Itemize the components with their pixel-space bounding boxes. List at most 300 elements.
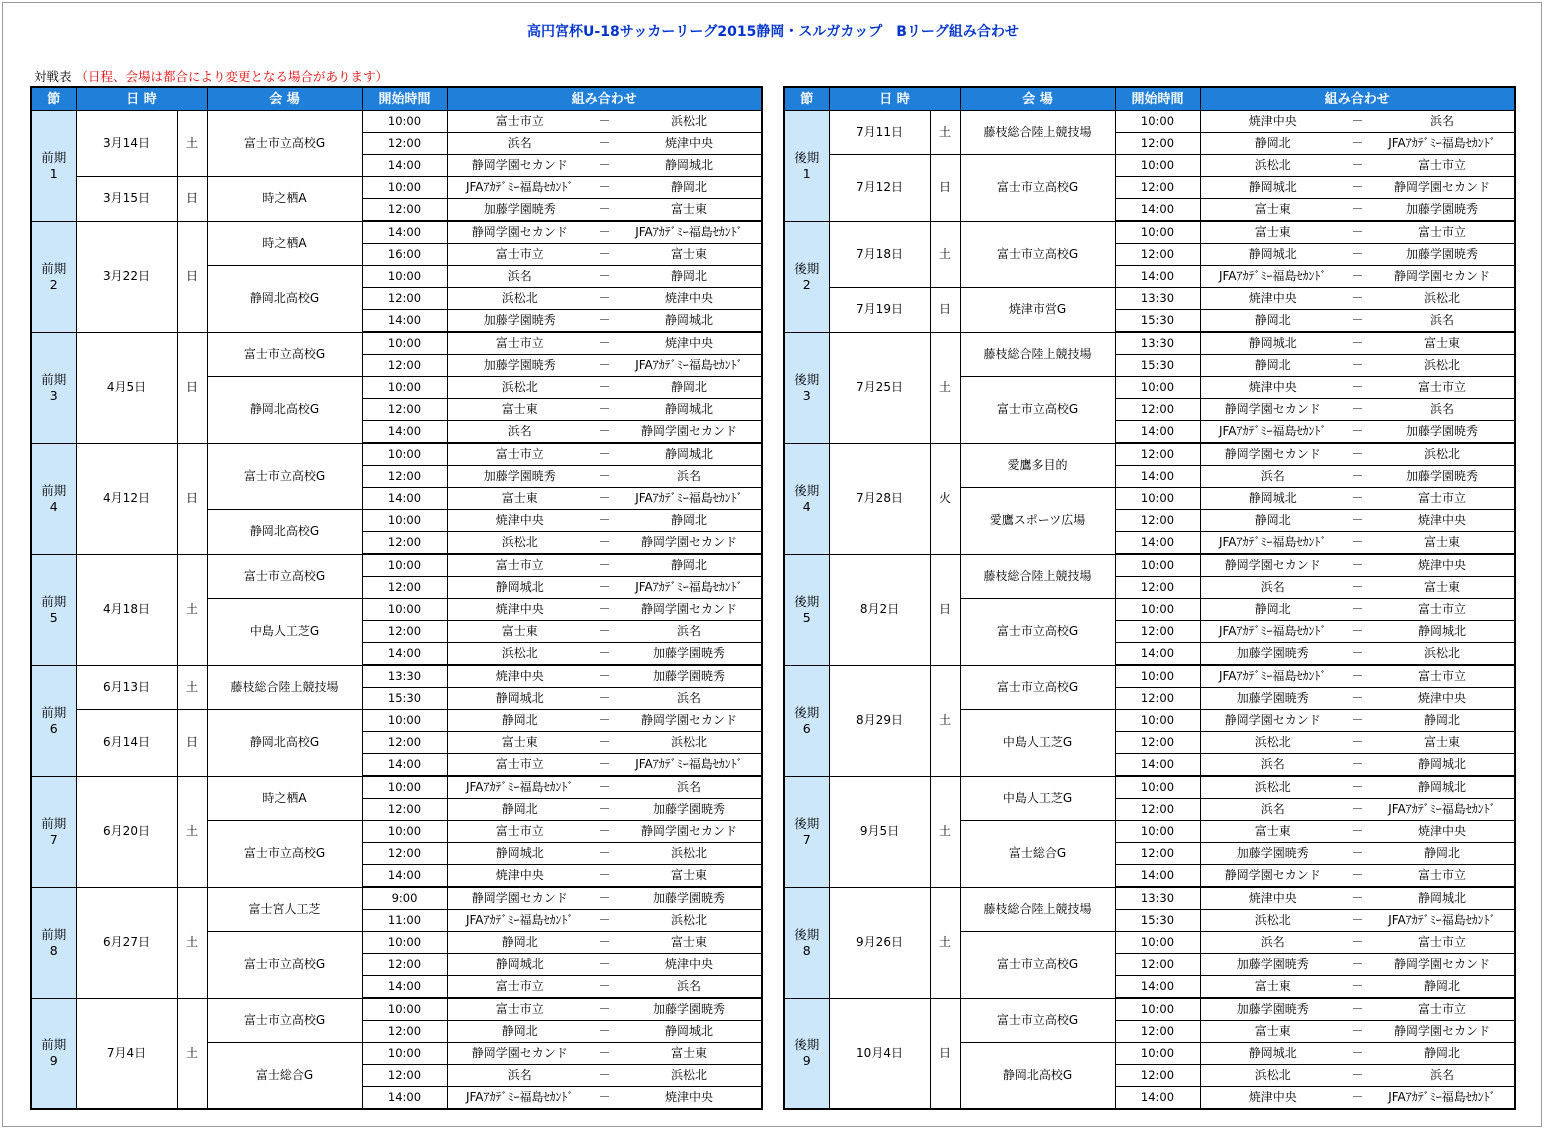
round-label: 前期 9 xyxy=(31,998,76,1109)
home-team: 富士東 xyxy=(447,732,592,754)
home-team: 富士市立 xyxy=(447,554,592,577)
versus-dash: － xyxy=(592,421,617,444)
home-team: 焼津中央 xyxy=(1200,377,1345,399)
home-team: 静岡北 xyxy=(447,932,592,954)
home-team: 静岡北 xyxy=(1200,310,1345,333)
match-row xyxy=(784,288,1515,310)
match-weekday: 日 xyxy=(177,443,207,554)
home-team: 静岡学園セカンド xyxy=(447,155,592,177)
match-venue: 富士市立高校G xyxy=(960,599,1115,666)
away-team: 焼津中央 xyxy=(617,332,762,355)
versus-dash: － xyxy=(1345,310,1370,333)
versus-dash: － xyxy=(1345,998,1370,1021)
kickoff-time: 12:00 xyxy=(1115,510,1200,532)
home-team: 焼津中央 xyxy=(447,865,592,888)
versus-dash: － xyxy=(592,554,617,577)
kickoff-time: 12:00 xyxy=(1115,399,1200,421)
match-weekday: 土 xyxy=(177,887,207,998)
versus-dash: － xyxy=(592,710,617,732)
kickoff-time: 14:00 xyxy=(362,310,447,333)
away-team: 静岡北 xyxy=(1370,710,1515,732)
schedule-table-first-half xyxy=(30,86,763,1110)
match-weekday: 土 xyxy=(177,554,207,665)
versus-dash: － xyxy=(1345,599,1370,621)
home-team: 浜名 xyxy=(1200,932,1345,954)
versus-dash: － xyxy=(1345,288,1370,310)
away-team: 静岡北 xyxy=(617,554,762,577)
page-title: 高円宮杯U-18サッカーリーグ2015静岡・スルガカップ Bリーグ組み合わせ xyxy=(527,24,1019,40)
match-row xyxy=(784,887,1515,910)
kickoff-time: 10:00 xyxy=(362,443,447,466)
kickoff-time: 12:00 xyxy=(362,732,447,754)
round-label: 前期 3 xyxy=(31,332,76,443)
away-team: 加藤学園暁秀 xyxy=(1370,466,1515,488)
versus-dash: － xyxy=(1345,399,1370,421)
match-date: 9月5日 xyxy=(829,776,930,887)
versus-dash: － xyxy=(592,843,617,865)
versus-dash: － xyxy=(1345,688,1370,710)
match-venue: 静岡北高校G xyxy=(207,377,362,444)
match-row xyxy=(784,221,1515,244)
header-setsu: 節 xyxy=(31,87,76,111)
match-venue: 藤枝総合陸上競技場 xyxy=(960,111,1115,155)
kickoff-time: 10:00 xyxy=(362,776,447,799)
match-date: 4月12日 xyxy=(76,443,177,554)
header-date: 日 時 xyxy=(76,87,207,111)
away-team: 浜松北 xyxy=(617,910,762,932)
kickoff-time: 12:00 xyxy=(362,288,447,310)
kickoff-time: 10:00 xyxy=(362,599,447,621)
kickoff-time: 14:00 xyxy=(1115,865,1200,888)
match-venue: 時之栖A xyxy=(207,177,362,222)
match-venue: 愛鷹スポーツ広場 xyxy=(960,488,1115,555)
kickoff-time: 12:00 xyxy=(362,466,447,488)
home-team: 富士市立 xyxy=(447,244,592,266)
away-team: 浜名 xyxy=(617,976,762,999)
away-team: 加藤学園暁秀 xyxy=(1370,199,1515,222)
home-team: 静岡城北 xyxy=(1200,488,1345,510)
home-team: 富士市立 xyxy=(447,754,592,777)
match-weekday: 火 xyxy=(930,443,960,554)
kickoff-time: 9:00 xyxy=(362,887,447,910)
match-weekday: 土 xyxy=(930,887,960,998)
match-weekday: 日 xyxy=(930,155,960,222)
match-date: 6月13日 xyxy=(76,665,177,710)
home-team: 静岡北 xyxy=(447,1021,592,1043)
kickoff-time: 10:00 xyxy=(1115,998,1200,1021)
home-team: JFAｱｶﾃﾞﾐｰ福島ｾｶﾝﾄﾞ xyxy=(1200,266,1345,288)
kickoff-time: 14:00 xyxy=(362,421,447,444)
versus-dash: － xyxy=(1345,466,1370,488)
home-team: 焼津中央 xyxy=(447,665,592,688)
away-team: 焼津中央 xyxy=(617,1087,762,1110)
versus-dash: － xyxy=(592,510,617,532)
kickoff-time: 16:00 xyxy=(362,244,447,266)
kickoff-time: 13:30 xyxy=(362,665,447,688)
match-weekday: 土 xyxy=(930,332,960,443)
away-team: 加藤学園暁秀 xyxy=(1370,421,1515,444)
kickoff-time: 12:00 xyxy=(1115,177,1200,199)
away-team: 富士東 xyxy=(617,244,762,266)
versus-dash: － xyxy=(592,1065,617,1087)
versus-dash: － xyxy=(592,821,617,843)
header-row xyxy=(784,87,1515,111)
versus-dash: － xyxy=(592,732,617,754)
away-team: 静岡城北 xyxy=(617,310,762,333)
kickoff-time: 10:00 xyxy=(362,510,447,532)
versus-dash: － xyxy=(1345,910,1370,932)
round-label: 後期 3 xyxy=(784,332,829,443)
match-date: 8月29日 xyxy=(829,665,930,776)
away-team: 富士市立 xyxy=(1370,599,1515,621)
home-team: 浜松北 xyxy=(1200,155,1345,177)
kickoff-time: 12:00 xyxy=(362,621,447,643)
match-venue: 富士市立高校G xyxy=(207,332,362,377)
schedule-table-second-half xyxy=(783,86,1516,1110)
match-date: 7月25日 xyxy=(829,332,930,443)
away-team: 富士東 xyxy=(617,932,762,954)
match-date: 3月14日 xyxy=(76,111,177,177)
versus-dash: － xyxy=(1345,244,1370,266)
match-weekday: 土 xyxy=(177,665,207,710)
match-venue: 時之栖A xyxy=(207,221,362,266)
kickoff-time: 12:00 xyxy=(362,1065,447,1087)
home-team: 静岡学園セカンド xyxy=(447,1043,592,1065)
match-row xyxy=(784,998,1515,1021)
versus-dash: － xyxy=(1345,932,1370,954)
away-team: JFAｱｶﾃﾞﾐｰ福島ｾｶﾝﾄﾞ xyxy=(1370,1087,1515,1110)
home-team: 富士東 xyxy=(1200,221,1345,244)
away-team: 富士市立 xyxy=(1370,488,1515,510)
home-team: 静岡学園セカンド xyxy=(1200,710,1345,732)
versus-dash: － xyxy=(1345,554,1370,577)
kickoff-time: 14:00 xyxy=(362,221,447,244)
away-team: 静岡城北 xyxy=(1370,754,1515,777)
away-team: 静岡城北 xyxy=(617,443,762,466)
home-team: 富士市立 xyxy=(447,443,592,466)
away-team: 富士東 xyxy=(617,1043,762,1065)
versus-dash: － xyxy=(1345,355,1370,377)
kickoff-time: 10:00 xyxy=(1115,488,1200,510)
kickoff-time: 14:00 xyxy=(362,643,447,666)
kickoff-time: 11:00 xyxy=(362,910,447,932)
kickoff-time: 10:00 xyxy=(1115,932,1200,954)
versus-dash: － xyxy=(592,799,617,821)
versus-dash: － xyxy=(1345,421,1370,444)
kickoff-time: 14:00 xyxy=(1115,532,1200,555)
kickoff-time: 10:00 xyxy=(362,377,447,399)
away-team: 加藤学園暁秀 xyxy=(617,998,762,1021)
versus-dash: － xyxy=(1345,887,1370,910)
away-team: 富士東 xyxy=(1370,577,1515,599)
match-date: 6月14日 xyxy=(76,710,177,777)
round-label: 後期 4 xyxy=(784,443,829,554)
home-team: 加藤学園暁秀 xyxy=(1200,843,1345,865)
versus-dash: － xyxy=(592,754,617,777)
match-venue: 富士市立高校G xyxy=(207,443,362,510)
versus-dash: － xyxy=(1345,710,1370,732)
versus-dash: － xyxy=(592,865,617,888)
home-team: 富士東 xyxy=(447,488,592,510)
kickoff-time: 10:00 xyxy=(362,821,447,843)
away-team: 富士東 xyxy=(1370,332,1515,355)
notice-note: （日程、会場は都合により変更となる場合があります） xyxy=(75,69,389,84)
notice xyxy=(34,67,388,85)
match-date: 7月11日 xyxy=(829,111,930,155)
kickoff-time: 14:00 xyxy=(1115,199,1200,222)
kickoff-time: 12:00 xyxy=(1115,577,1200,599)
match-venue: 富士市立高校G xyxy=(960,221,1115,288)
match-row xyxy=(784,111,1515,133)
match-weekday: 日 xyxy=(930,554,960,665)
home-team: 富士市立 xyxy=(447,821,592,843)
match-venue: 富士市立高校G xyxy=(960,377,1115,444)
match-date: 7月19日 xyxy=(829,288,930,333)
home-team: 静岡北 xyxy=(1200,133,1345,155)
header-venue: 会 場 xyxy=(960,87,1115,111)
match-venue: 富士市立高校G xyxy=(960,155,1115,222)
versus-dash: － xyxy=(1345,954,1370,976)
notice-label: 対戦表 xyxy=(34,69,72,84)
versus-dash: － xyxy=(1345,332,1370,355)
match-venue: 中島人工芝G xyxy=(960,776,1115,821)
round-label: 前期 1 xyxy=(31,111,76,222)
away-team: JFAｱｶﾃﾞﾐｰ福島ｾｶﾝﾄﾞ xyxy=(617,488,762,510)
versus-dash: － xyxy=(592,399,617,421)
home-team: 浜名 xyxy=(1200,466,1345,488)
home-team: 富士市立 xyxy=(447,111,592,133)
match-row xyxy=(784,554,1515,577)
kickoff-time: 10:00 xyxy=(1115,1043,1200,1065)
versus-dash: － xyxy=(592,887,617,910)
match-weekday: 土 xyxy=(930,665,960,776)
home-team: 浜名 xyxy=(447,266,592,288)
away-team: 焼津中央 xyxy=(1370,510,1515,532)
away-team: 加藤学園暁秀 xyxy=(617,643,762,666)
home-team: 焼津中央 xyxy=(1200,887,1345,910)
home-team: 加藤学園暁秀 xyxy=(1200,643,1345,666)
match-venue: 静岡北高校G xyxy=(207,266,362,333)
round-label: 前期 7 xyxy=(31,776,76,887)
match-row xyxy=(784,332,1515,355)
home-team: 浜松北 xyxy=(447,288,592,310)
away-team: JFAｱｶﾃﾞﾐｰ福島ｾｶﾝﾄﾞ xyxy=(617,221,762,244)
away-team: 静岡学園セカンド xyxy=(1370,177,1515,199)
home-team: 静岡北 xyxy=(1200,599,1345,621)
away-team: 浜松北 xyxy=(617,1065,762,1087)
match-date: 4月5日 xyxy=(76,332,177,443)
home-team: 静岡学園セカンド xyxy=(1200,865,1345,888)
home-team: 浜名 xyxy=(1200,577,1345,599)
kickoff-time: 10:00 xyxy=(362,332,447,355)
home-team: 富士市立 xyxy=(447,976,592,999)
versus-dash: － xyxy=(1345,577,1370,599)
kickoff-time: 14:00 xyxy=(362,976,447,999)
away-team: JFAｱｶﾃﾞﾐｰ福島ｾｶﾝﾄﾞ xyxy=(617,355,762,377)
away-team: 焼津中央 xyxy=(617,133,762,155)
match-venue: 富士市立高校G xyxy=(207,998,362,1043)
match-date: 7月18日 xyxy=(829,221,930,288)
home-team: 浜松北 xyxy=(1200,910,1345,932)
home-team: 静岡北 xyxy=(1200,510,1345,532)
home-team: 富士東 xyxy=(1200,821,1345,843)
round-label: 後期 1 xyxy=(784,111,829,222)
match-venue: 富士市立高校G xyxy=(207,821,362,888)
kickoff-time: 10:00 xyxy=(362,998,447,1021)
home-team: JFAｱｶﾃﾞﾐｰ福島ｾｶﾝﾄﾞ xyxy=(1200,665,1345,688)
match-weekday: 土 xyxy=(177,776,207,887)
away-team: 富士東 xyxy=(617,865,762,888)
home-team: JFAｱｶﾃﾞﾐｰ福島ｾｶﾝﾄﾞ xyxy=(1200,421,1345,444)
match-venue: 藤枝総合陸上競技場 xyxy=(960,887,1115,932)
versus-dash: － xyxy=(592,665,617,688)
round-label: 前期 6 xyxy=(31,665,76,776)
home-team: 静岡城北 xyxy=(1200,1043,1345,1065)
kickoff-time: 15:30 xyxy=(362,688,447,710)
match-venue: 富士宮人工芝 xyxy=(207,887,362,932)
match-weekday: 日 xyxy=(177,221,207,332)
versus-dash: － xyxy=(1345,177,1370,199)
match-row xyxy=(31,887,762,910)
match-venue: 富士市立高校G xyxy=(960,932,1115,999)
kickoff-time: 12:00 xyxy=(1115,133,1200,155)
versus-dash: － xyxy=(1345,776,1370,799)
match-date: 7月4日 xyxy=(76,998,177,1109)
match-date: 10月4日 xyxy=(829,998,930,1109)
match-venue: 静岡北高校G xyxy=(207,510,362,555)
kickoff-time: 12:00 xyxy=(1115,688,1200,710)
versus-dash: － xyxy=(592,954,617,976)
away-team: 浜松北 xyxy=(617,843,762,865)
versus-dash: － xyxy=(1345,1043,1370,1065)
match-venue: 中島人工芝G xyxy=(207,599,362,666)
home-team: 浜名 xyxy=(447,1065,592,1087)
versus-dash: － xyxy=(1345,266,1370,288)
home-team: 焼津中央 xyxy=(1200,111,1345,133)
match-date: 4月18日 xyxy=(76,554,177,665)
match-venue: 富士市立高校G xyxy=(207,111,362,177)
away-team: 富士市立 xyxy=(1370,665,1515,688)
away-team: 焼津中央 xyxy=(1370,554,1515,577)
kickoff-time: 14:00 xyxy=(1115,976,1200,999)
away-team: JFAｱｶﾃﾞﾐｰ福島ｾｶﾝﾄﾞ xyxy=(1370,133,1515,155)
kickoff-time: 13:30 xyxy=(1115,288,1200,310)
away-team: 焼津中央 xyxy=(617,288,762,310)
match-venue: 藤枝総合陸上競技場 xyxy=(207,665,362,710)
home-team: 静岡学園セカンド xyxy=(1200,399,1345,421)
versus-dash: － xyxy=(592,244,617,266)
versus-dash: － xyxy=(1345,665,1370,688)
away-team: 浜名 xyxy=(1370,399,1515,421)
home-team: 静岡城北 xyxy=(447,688,592,710)
match-row xyxy=(31,998,762,1021)
versus-dash: － xyxy=(592,932,617,954)
home-team: 静岡北 xyxy=(1200,355,1345,377)
match-date: 8月2日 xyxy=(829,554,930,665)
away-team: 浜名 xyxy=(617,621,762,643)
away-team: 静岡城北 xyxy=(1370,887,1515,910)
away-team: 富士市立 xyxy=(1370,377,1515,399)
away-team: 浜松北 xyxy=(1370,355,1515,377)
away-team: 静岡学園セカンド xyxy=(1370,1021,1515,1043)
kickoff-time: 12:00 xyxy=(1115,244,1200,266)
versus-dash: － xyxy=(592,310,617,333)
kickoff-time: 12:00 xyxy=(1115,443,1200,466)
away-team: 浜名 xyxy=(1370,111,1515,133)
match-row xyxy=(31,111,762,133)
round-label: 前期 2 xyxy=(31,221,76,332)
versus-dash: － xyxy=(1345,1087,1370,1110)
match-row xyxy=(784,776,1515,799)
home-team: 静岡城北 xyxy=(1200,332,1345,355)
home-team: 静岡城北 xyxy=(447,577,592,599)
round-label: 後期 5 xyxy=(784,554,829,665)
versus-dash: － xyxy=(1345,843,1370,865)
away-team: JFAｱｶﾃﾞﾐｰ福島ｾｶﾝﾄﾞ xyxy=(1370,799,1515,821)
home-team: 焼津中央 xyxy=(447,599,592,621)
match-venue: 焼津市営G xyxy=(960,288,1115,333)
home-team: JFAｱｶﾃﾞﾐｰ福島ｾｶﾝﾄﾞ xyxy=(447,177,592,199)
home-team: 浜名 xyxy=(447,133,592,155)
kickoff-time: 10:00 xyxy=(1115,776,1200,799)
away-team: 静岡城北 xyxy=(1370,776,1515,799)
versus-dash: － xyxy=(1345,199,1370,222)
away-team: 静岡北 xyxy=(617,510,762,532)
home-team: 浜松北 xyxy=(1200,732,1345,754)
away-team: 静岡学園セカンド xyxy=(1370,954,1515,976)
kickoff-time: 13:30 xyxy=(1115,332,1200,355)
versus-dash: － xyxy=(1345,532,1370,555)
header-time: 開始時間 xyxy=(362,87,447,111)
match-weekday: 日 xyxy=(177,177,207,222)
away-team: 富士市立 xyxy=(1370,865,1515,888)
away-team: 静岡城北 xyxy=(617,399,762,421)
kickoff-time: 10:00 xyxy=(1115,665,1200,688)
match-date: 7月28日 xyxy=(829,443,930,554)
match-venue: 富士総合G xyxy=(960,821,1115,888)
home-team: 富士市立 xyxy=(447,332,592,355)
away-team: JFAｱｶﾃﾞﾐｰ福島ｾｶﾝﾄﾞ xyxy=(617,754,762,777)
kickoff-time: 10:00 xyxy=(362,111,447,133)
match-date: 3月22日 xyxy=(76,221,177,332)
match-row xyxy=(784,155,1515,177)
home-team: 焼津中央 xyxy=(1200,288,1345,310)
round-label: 前期 8 xyxy=(31,887,76,998)
kickoff-time: 12:00 xyxy=(362,532,447,555)
home-team: 浜松北 xyxy=(447,532,592,555)
kickoff-time: 12:00 xyxy=(362,843,447,865)
match-weekday: 日 xyxy=(177,332,207,443)
kickoff-time: 15:30 xyxy=(1115,310,1200,333)
kickoff-time: 10:00 xyxy=(1115,155,1200,177)
versus-dash: － xyxy=(592,377,617,399)
away-team: 静岡学園セカンド xyxy=(617,599,762,621)
home-team: 浜松北 xyxy=(447,377,592,399)
versus-dash: － xyxy=(1345,155,1370,177)
kickoff-time: 10:00 xyxy=(1115,599,1200,621)
round-label: 前期 5 xyxy=(31,554,76,665)
versus-dash: － xyxy=(592,288,617,310)
kickoff-time: 10:00 xyxy=(362,710,447,732)
away-team: 静岡学園セカンド xyxy=(617,821,762,843)
round-label: 後期 6 xyxy=(784,665,829,776)
versus-dash: － xyxy=(592,1087,617,1110)
versus-dash: － xyxy=(1345,443,1370,466)
home-team: 富士東 xyxy=(1200,1021,1345,1043)
home-team: 加藤学園暁秀 xyxy=(447,355,592,377)
home-team: 静岡城北 xyxy=(447,954,592,976)
kickoff-time: 12:00 xyxy=(362,954,447,976)
